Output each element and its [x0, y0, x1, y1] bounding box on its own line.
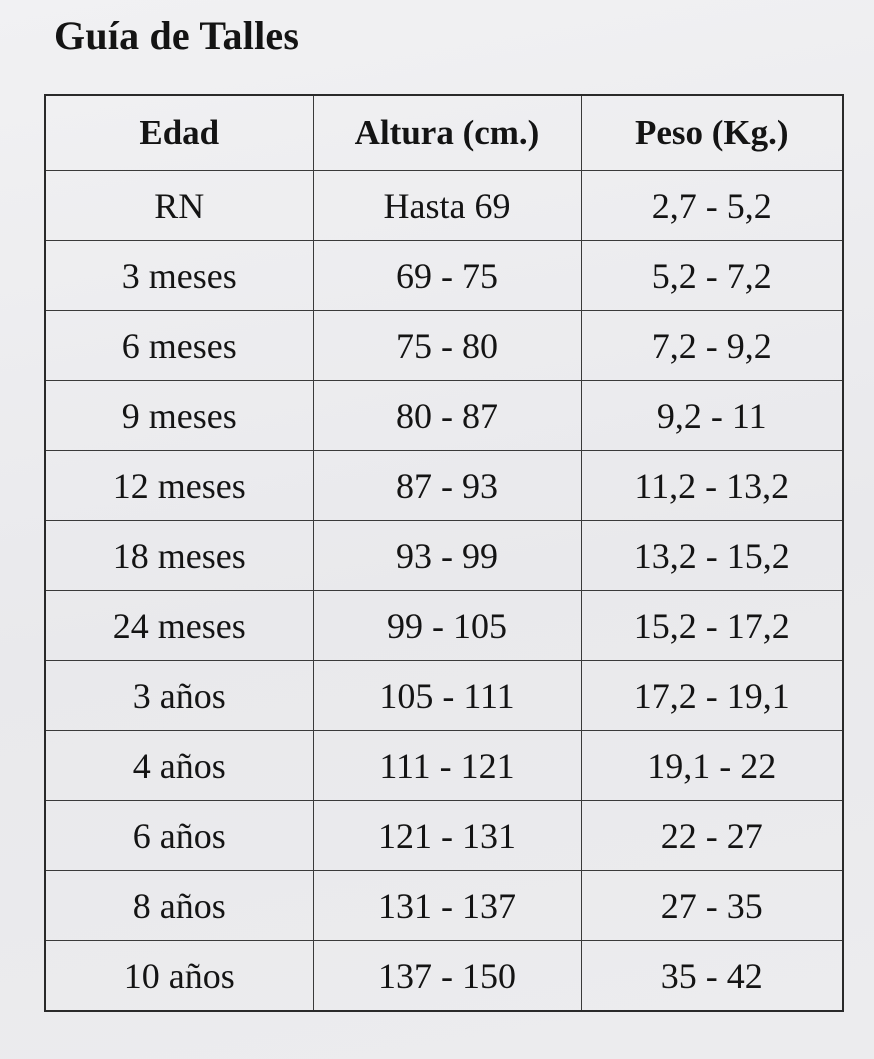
cell-altura: 137 - 150 — [313, 941, 581, 1012]
cell-edad: 4 años — [45, 731, 313, 801]
cell-edad: 6 meses — [45, 311, 313, 381]
table-row — [45, 171, 843, 241]
cell-edad: 8 años — [45, 871, 313, 941]
table-row — [45, 661, 843, 731]
header-peso: Peso (Kg.) — [581, 95, 843, 171]
header-edad: Edad — [45, 95, 313, 171]
cell-peso: 17,2 - 19,1 — [581, 661, 843, 731]
cell-altura: 80 - 87 — [313, 381, 581, 451]
cell-altura: 131 - 137 — [313, 871, 581, 941]
cell-edad: RN — [45, 171, 313, 241]
table-row — [45, 241, 843, 311]
cell-peso: 22 - 27 — [581, 801, 843, 871]
table-row — [45, 451, 843, 521]
cell-peso: 7,2 - 9,2 — [581, 311, 843, 381]
cell-peso: 9,2 - 11 — [581, 381, 843, 451]
cell-peso: 19,1 - 22 — [581, 731, 843, 801]
table-row — [45, 311, 843, 381]
table-row — [45, 801, 843, 871]
size-guide-table — [44, 94, 844, 1012]
cell-edad: 3 años — [45, 661, 313, 731]
cell-peso: 5,2 - 7,2 — [581, 241, 843, 311]
page-title: Guía de Talles — [54, 13, 300, 58]
cell-peso: 2,7 - 5,2 — [581, 171, 843, 241]
table-header-row — [45, 95, 843, 171]
table-row — [45, 381, 843, 451]
header-altura: Altura (cm.) — [313, 95, 581, 171]
cell-altura: Hasta 69 — [313, 171, 581, 241]
cell-altura: 99 - 105 — [313, 591, 581, 661]
cell-altura: 69 - 75 — [313, 241, 581, 311]
cell-altura: 121 - 131 — [313, 801, 581, 871]
cell-altura: 111 - 121 — [313, 731, 581, 801]
cell-altura: 93 - 99 — [313, 521, 581, 591]
cell-edad: 18 meses — [45, 521, 313, 591]
cell-edad: 12 meses — [45, 451, 313, 521]
cell-edad: 10 años — [45, 941, 313, 1012]
cell-edad: 24 meses — [45, 591, 313, 661]
table-row — [45, 521, 843, 591]
table-row — [45, 871, 843, 941]
cell-altura: 75 - 80 — [313, 311, 581, 381]
table-row — [45, 731, 843, 801]
table-row — [45, 591, 843, 661]
cell-peso: 11,2 - 13,2 — [581, 451, 843, 521]
cell-peso: 15,2 - 17,2 — [581, 591, 843, 661]
cell-peso: 13,2 - 15,2 — [581, 521, 843, 591]
cell-peso: 35 - 42 — [581, 941, 843, 1012]
cell-edad: 6 años — [45, 801, 313, 871]
table-row — [45, 941, 843, 1012]
cell-peso: 27 - 35 — [581, 871, 843, 941]
cell-edad: 9 meses — [45, 381, 313, 451]
cell-altura: 105 - 111 — [313, 661, 581, 731]
cell-altura: 87 - 93 — [313, 451, 581, 521]
cell-edad: 3 meses — [45, 241, 313, 311]
